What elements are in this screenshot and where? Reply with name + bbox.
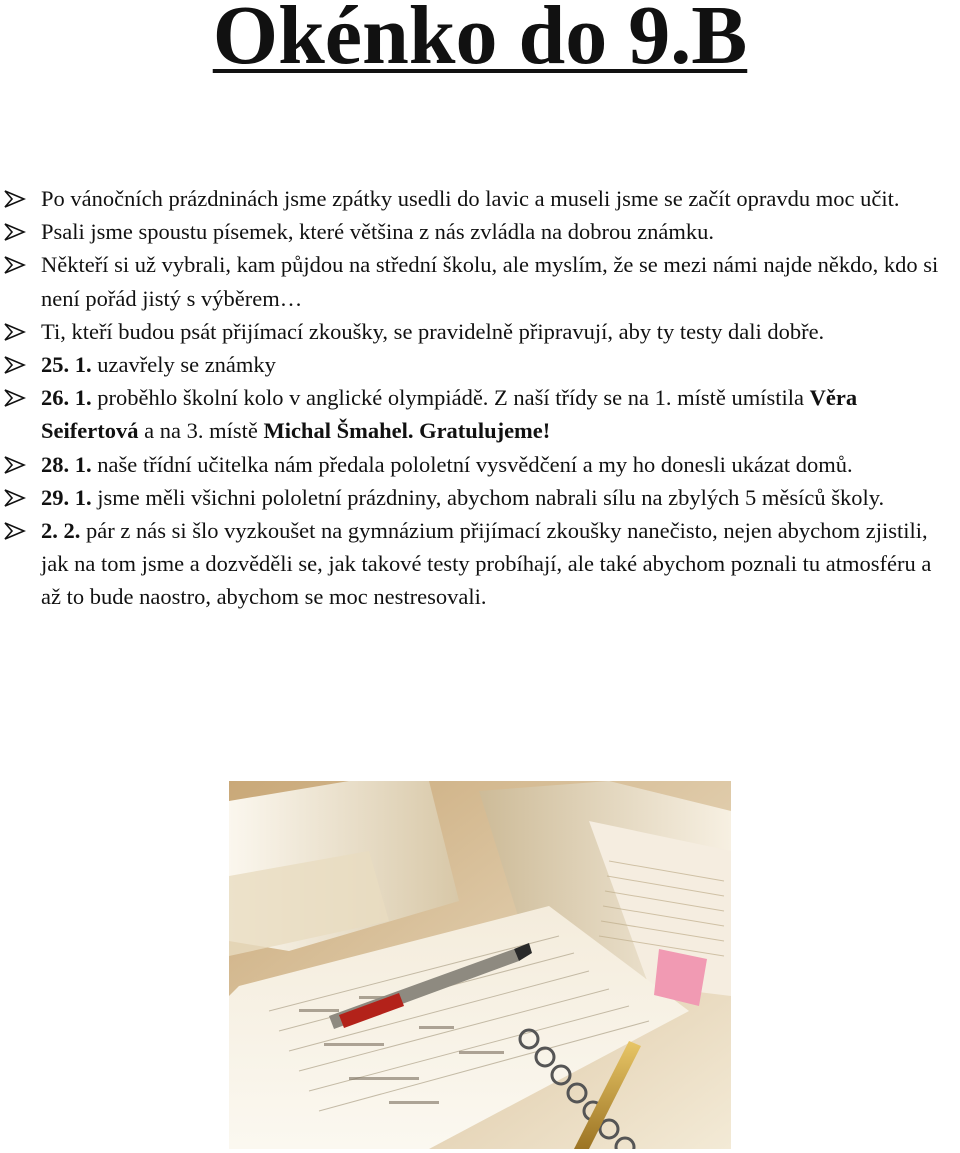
list-item-text: jsme měli všichni pololetní prázdniny, abychom nabrali sílu na zbylých 5 měsíců školy. — [91, 484, 885, 510]
list-item — [0, 481, 960, 514]
list-item — [0, 381, 960, 447]
arrow-bullet-icon — [4, 256, 26, 274]
arrow-bullet-icon — [4, 356, 26, 374]
list-item — [0, 215, 960, 248]
list-item-bold-text: 29. 1. — [41, 484, 92, 510]
list-item-text: Někteří si už vybrali, kam půjdou na střední školu, ale myslím, že se mezi námi najde někdo, kdo si není pořád jistý s výběrem… — [41, 252, 939, 311]
list-item — [0, 448, 960, 481]
list-item-bold-text: 25. 1. — [41, 352, 92, 378]
list-item-text: naše třídní učitelka nám předala pololetní vysvědčení a my ho donesli ukázat domů. — [91, 451, 853, 477]
bullet-list — [0, 182, 960, 614]
arrow-bullet-icon — [4, 489, 26, 507]
list-item-text: Psali jsme spoustu písemek, které většina z nás zvládla na dobrou známku. — [41, 219, 714, 245]
arrow-bullet-icon — [4, 456, 26, 474]
list-item — [0, 182, 960, 215]
list-item-text: Ti, kteří budou psát přijímací zkoušky, se pravidelně připravují, aby ty testy dali dobře. — [41, 318, 825, 344]
list-item-text: uzavřely se známky — [91, 352, 276, 378]
arrow-bullet-icon — [4, 223, 26, 241]
list-item-bold-text: Michal Šmahel. Gratulujeme! — [263, 418, 551, 444]
arrow-bullet-icon — [4, 323, 26, 341]
list-item-bold-text: 2. 2. — [41, 518, 81, 544]
list-item-text: Po vánočních prázdninách jsme zpátky usedli do lavic a museli jsme se začít opravdu moc učit. — [41, 186, 900, 211]
list-item-text: a na 3. místě — [138, 418, 264, 444]
photo-illustration — [229, 781, 731, 1149]
list-item — [0, 315, 960, 348]
list-item-bold-text: 26. 1. — [41, 385, 92, 411]
photo-books-notebook — [229, 781, 731, 1149]
page-title-text: Okénko do 9.B — [212, 0, 748, 82]
arrow-bullet-icon — [4, 389, 26, 407]
list-item — [0, 248, 960, 314]
list-item — [0, 348, 960, 381]
arrow-bullet-icon — [4, 522, 26, 540]
list-item-bold-text: 28. 1. — [41, 451, 92, 477]
list-item-text: pár z nás si šlo vyzkoušet na gymnázium přijímací zkoušky nanečisto, nejen abychom zjistili, jak na tom jsme a dozvěděli se, jak takové testy probíhají, ale také abychom poznali tu atmosféru a až to bude naostro, abychom se moc nestresovali. — [41, 518, 932, 610]
list-item-bold-text: Věra Seifertová — [41, 385, 858, 444]
arrow-bullet-icon — [4, 190, 26, 208]
list-item-text: proběhlo školní kolo v anglické olympiádě. Z naší třídy se na 1. místě umístila — [91, 385, 810, 411]
page-title — [0, 0, 960, 86]
list-item — [0, 514, 960, 614]
